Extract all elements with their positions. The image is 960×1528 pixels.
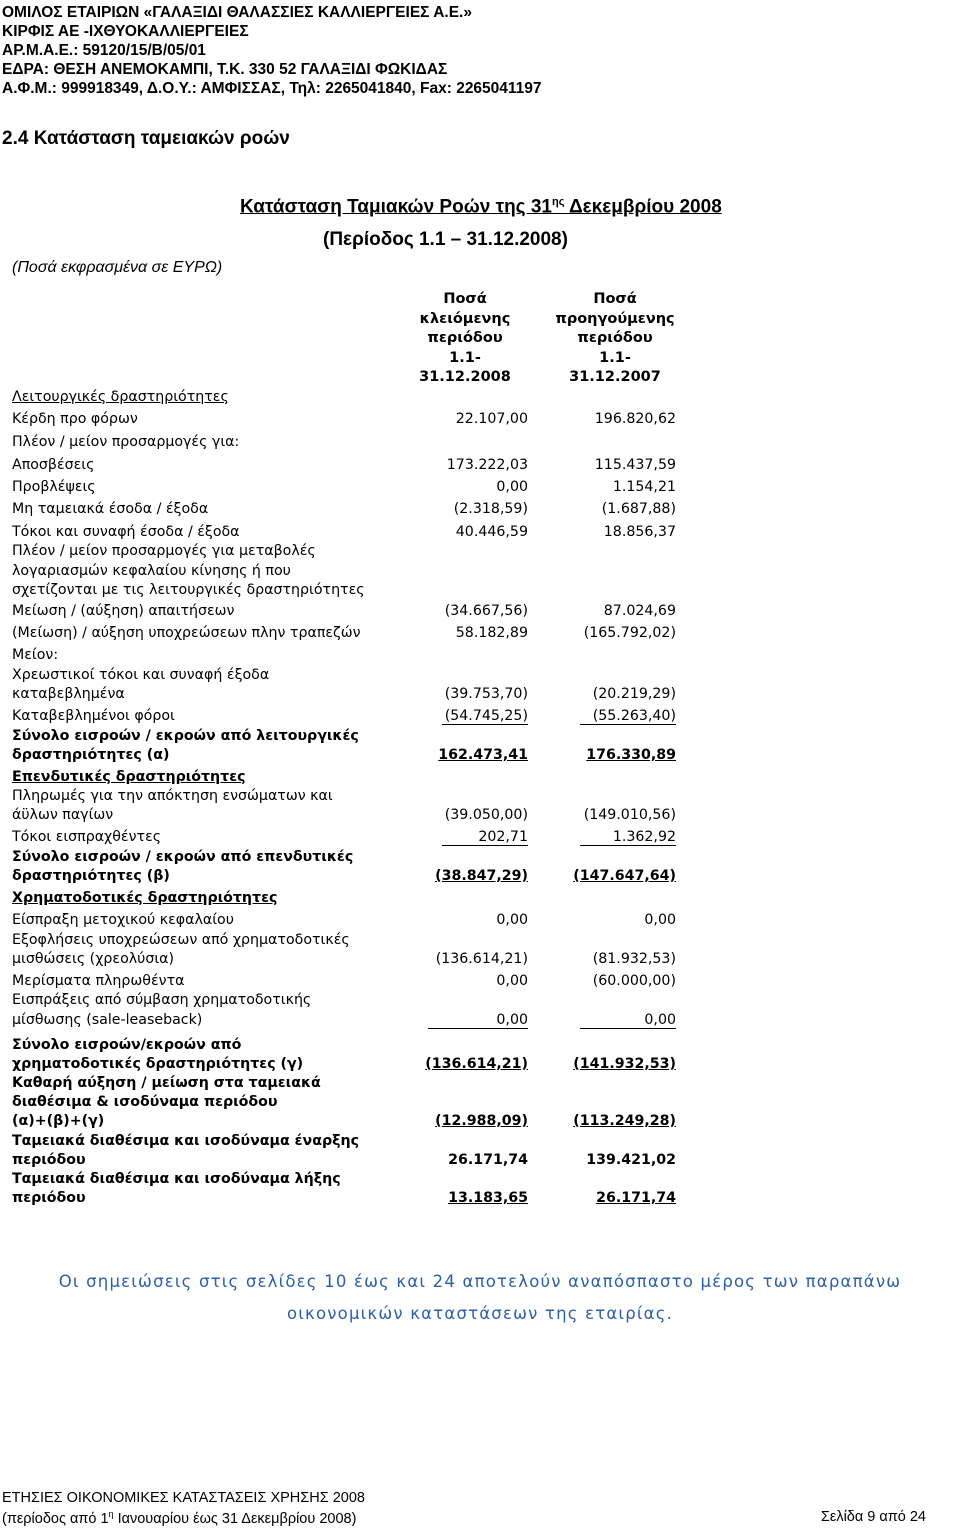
- table-row: δραστηριότητες (α) 162.473,41 176.330,89: [12, 747, 676, 763]
- table-row: καταβεβλημένα (39.753,70) (20.219,29): [12, 686, 676, 702]
- table-row: Πληρωμές για την απόκτηση ενσώματων και: [12, 788, 333, 804]
- table-row: Επενδυτικές δραστηριότητες: [12, 769, 246, 785]
- table-row: (Μείωση) / αύξηση υποχρεώσεων πλην τραπεζών 58.182,89 (165.792,02): [12, 625, 676, 641]
- table-row: λογαριασμών κεφαλαίου κίνησης ή που: [12, 563, 291, 579]
- table-row: Κέρδη προ φόρων 22.107,00 196.820,62: [12, 411, 676, 427]
- table-row: Πλέον / μείον προσαρμογές για:: [12, 434, 240, 450]
- table-row: Μείον:: [12, 647, 59, 663]
- section-title: 2.4 Κατάσταση ταμειακών ροών: [2, 128, 290, 149]
- table-row: Τόκοι εισπραχθέντες 202,71 1.362,92: [12, 829, 676, 845]
- table-row: Σύνολο εισροών/εκροών από: [12, 1037, 242, 1053]
- table-row: Μείωση / (αύξηση) απαιτήσεων (34.667,56) 87.024,69: [12, 603, 676, 619]
- table-row: δραστηριότητες (β) (38.847,29) (147.647,64): [12, 868, 676, 884]
- table-row: Χρηματοδοτικές δραστηριότητες: [12, 890, 278, 906]
- table-row: Μη ταμειακά έσοδα / έξοδα (2.318,59) (1.687,88): [12, 501, 676, 517]
- table-row: Ταμειακά διαθέσιμα και ισοδύναμα έναρξης: [12, 1133, 360, 1149]
- table-row: Λειτουργικές δραστηριότητες: [12, 389, 229, 405]
- table-row: Καταβεβλημένοι φόροι (54.745,25) (55.263,40): [12, 708, 676, 724]
- table-row: μίσθωσης (sale-leaseback) 0,00 0,00: [12, 1012, 676, 1028]
- statement-period: (Περίοδος 1.1 – 31.12.2008): [323, 229, 568, 250]
- table-row: Χρεωστικοί τόκοι και συναφή έξοδα: [12, 667, 270, 683]
- table-row: περιόδου 13.183,65 26.171,74: [12, 1190, 676, 1206]
- table-row: χρηματοδοτικές δραστηριότητες (γ) (136.614,21) (141.932,53): [12, 1056, 676, 1072]
- table-row: Πλέον / μείον προσαρμογές για μεταβολές: [12, 543, 316, 559]
- subsidiary-name: ΚΙΡΦΙΣ ΑΕ -ΙΧΘΥΟΚΑΛΛΙΕΡΓΕΙΕΣ: [2, 23, 249, 40]
- table-row: Εξοφλήσεις υποχρεώσεων από χρηματοδοτικές: [12, 932, 350, 948]
- table-row: μισθώσεις (χρεολύσια) (136.614,21) (81.932,53): [12, 951, 676, 967]
- notes-line-1: Οι σημειώσεις στις σελίδες 10 έως και 24 αποτελούν αναπόσπαστο μέρος των παραπάνω: [58, 1272, 902, 1291]
- table-row: Σύνολο εισροών / εκροών από λειτουργικές: [12, 728, 359, 744]
- table-row: Εισπράξεις από σύμβαση χρηματοδοτικής: [12, 992, 312, 1008]
- column-header-current: Ποσά κλειόμενης περιόδου 1.1- 31.12.2008: [419, 291, 511, 385]
- table-row: Προβλέψεις 0,00 1.154,21: [12, 479, 676, 495]
- table-row: Καθαρή αύξηση / μείωση στα ταμειακά: [12, 1075, 321, 1091]
- table-row: (α)+(β)+(γ) (12.988,09) (113.249,28): [12, 1113, 676, 1129]
- company-name: ΟΜΙΛΟΣ ΕΤΑΙΡΙΩΝ «ΓΑΛΑΞΙΔΙ ΘΑΛΑΣΣΙΕΣ ΚΑΛΛΙΕΡΓΕΙΕΣ Α.Ε.»: [2, 4, 472, 21]
- company-address: ΕΔΡΑ: ΘΕΣΗ ΑΝΕΜΟΚΑΜΠΙ, Τ.Κ. 330 52 ΓΑΛΑΞΙΔΙ ΦΩΚΙΔΑΣ: [2, 61, 448, 78]
- table-row: Μερίσματα πληρωθέντα 0,00 (60.000,00): [12, 973, 676, 989]
- table-row: Αποσβέσεις 173.222,03 115.437,59: [12, 457, 676, 473]
- footer-title: ΕΤΗΣΙΕΣ ΟΙΚΟΝΟΜΙΚΕΣ ΚΑΤΑΣΤΑΣΕΙΣ ΧΡΗΣΗΣ 2008: [2, 1490, 365, 1506]
- page-number: Σελίδα 9 από 24: [820, 1509, 926, 1525]
- table-row: περιόδου 26.171,74 139.421,02: [12, 1152, 676, 1168]
- amounts-currency-note: (Ποσά εκφρασμένα σε ΕΥΡΩ): [12, 259, 223, 276]
- table-row: διαθέσιμα & ισοδύναμα περιόδου: [12, 1094, 278, 1110]
- footer-period: (περίοδος από $1^\eta$ Ιανουαρίου έως 31 Δεκεμβρίου 2008): [2, 1509, 357, 1527]
- table-row: Ταμειακά διαθέσιμα και ισοδύναμα λήξης: [12, 1171, 341, 1187]
- table-row: Τόκοι και συναφή έσοδα / έξοδα 40.446,59 18.856,37: [12, 524, 676, 540]
- tax-contact-info: Α.Φ.Μ.: 999918349, Δ.Ο.Υ.: ΑΜΦΙΣΣΑΣ, Τηλ: 2265041840, Fax: 2265041197: [2, 80, 542, 97]
- column-header-previous: Ποσά προηγούμενης περιόδου 1.1- 31.12.2007: [555, 291, 675, 385]
- table-row: Σύνολο εισροών / εκροών από επενδυτικές: [12, 849, 354, 865]
- registry-number: ΑΡ.Μ.Α.Ε.: 59120/15/Β/05/01: [2, 42, 206, 59]
- table-row: Είσπραξη μετοχικού κεφαλαίου 0,00 0,00: [12, 912, 676, 928]
- table-row: σχετίζονται με τις λειτουργικές δραστηριότητες: [12, 582, 365, 598]
- notes-line-2: οικονομικών καταστάσεων της εταιρίας.: [286, 1304, 674, 1323]
- table-row: άϋλων παγίων (39.050,00) (149.010,56): [12, 807, 676, 823]
- statement-title: Κατάσταση Ταμιακών Ροών της $31^{\eta\varsigma}$ Δεκεμβρίου 2008: [240, 196, 722, 218]
